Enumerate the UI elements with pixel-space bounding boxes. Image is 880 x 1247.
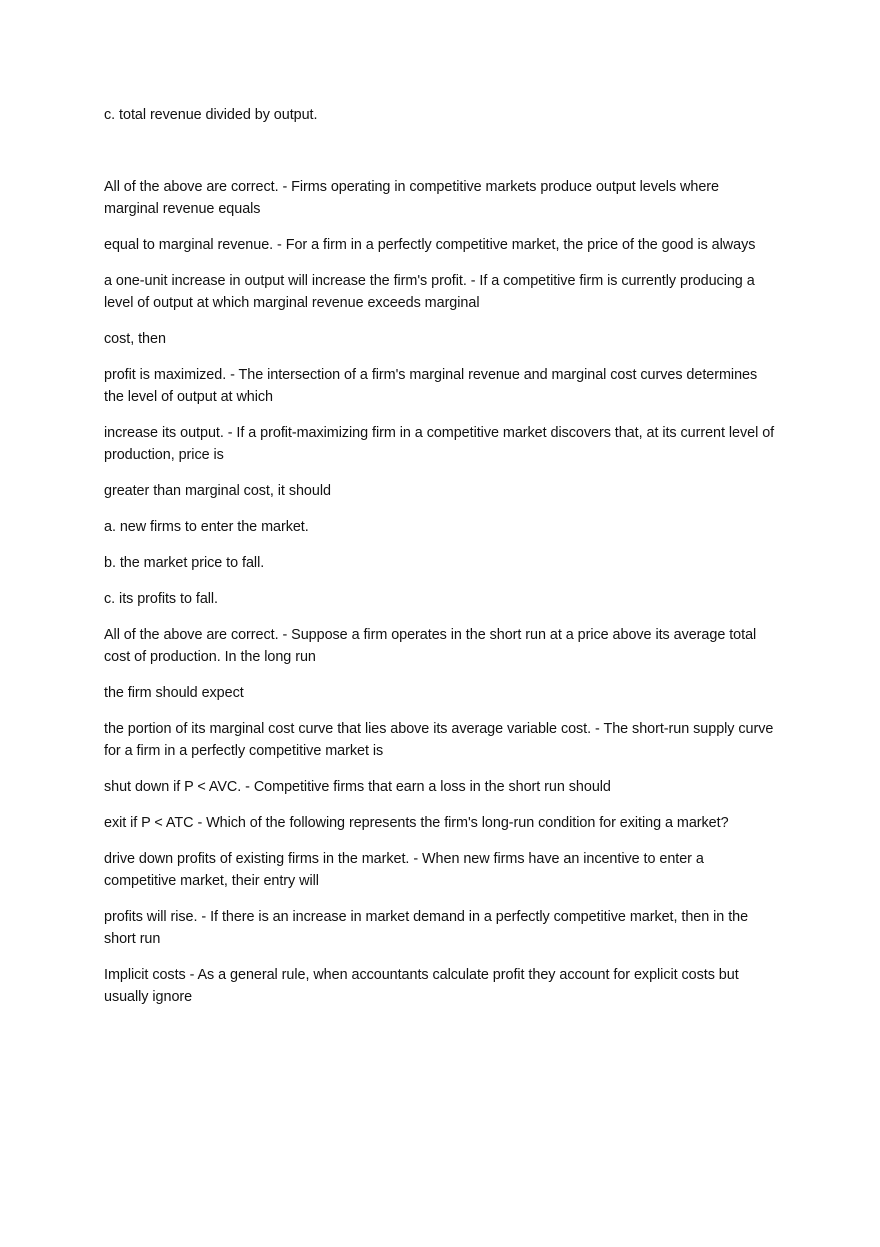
paragraph: the portion of its marginal cost curve that lies above its average variable cost. - The short-run supply curve for a firm in a perfectly competitive market is xyxy=(104,721,774,759)
paragraph: All of the above are correct. - Suppose a firm operates in the short run at a price above its average total cost of production. In the long run xyxy=(104,627,757,665)
paragraph: the firm should expect xyxy=(104,685,244,701)
paragraph: a. new firms to enter the market. xyxy=(104,519,309,535)
paragraph: b. the market price to fall. xyxy=(104,555,265,571)
paragraph: cost, then xyxy=(104,331,166,347)
paragraph: drive down profits of existing firms in the market. - When new firms have an incentive to enter a competitive market, their entry will xyxy=(104,851,704,889)
paragraph: greater than marginal cost, it should xyxy=(104,483,331,499)
paragraph: increase its output. - If a profit-maximizing firm in a competitive market discovers that, at its current level of production, price is xyxy=(104,425,775,463)
paragraph: c. its profits to fall. xyxy=(104,591,219,607)
paragraph: Implicit costs - As a general rule, when accountants calculate profit they account for explicit costs but usually ignore xyxy=(104,967,739,1005)
paragraph: shut down if P < AVC. - Competitive firms that earn a loss in the short run should xyxy=(104,779,611,795)
document-body xyxy=(104,104,776,1022)
paragraph: exit if P < ATC - Which of the following represents the firm's long-run condition for exiting a market? xyxy=(104,815,729,831)
paragraph: equal to marginal revenue. - For a firm in a perfectly competitive market, the price of the good is always xyxy=(104,237,756,253)
paragraph: c. total revenue divided by output. xyxy=(104,107,318,123)
paragraph: a one-unit increase in output will increase the firm's profit. - If a competitive firm is currently producing a level of output at which marginal revenue exceeds marginal xyxy=(104,273,755,311)
paragraph: profit is maximized. - The intersection of a firm's marginal revenue and marginal cost curves determines the level of output at which xyxy=(104,367,758,405)
paragraph: All of the above are correct. - Firms operating in competitive markets produce output levels where marginal revenue equals xyxy=(104,179,719,217)
paragraph: profits will rise. - If there is an increase in market demand in a perfectly competitive market, then in the short run xyxy=(104,909,749,947)
